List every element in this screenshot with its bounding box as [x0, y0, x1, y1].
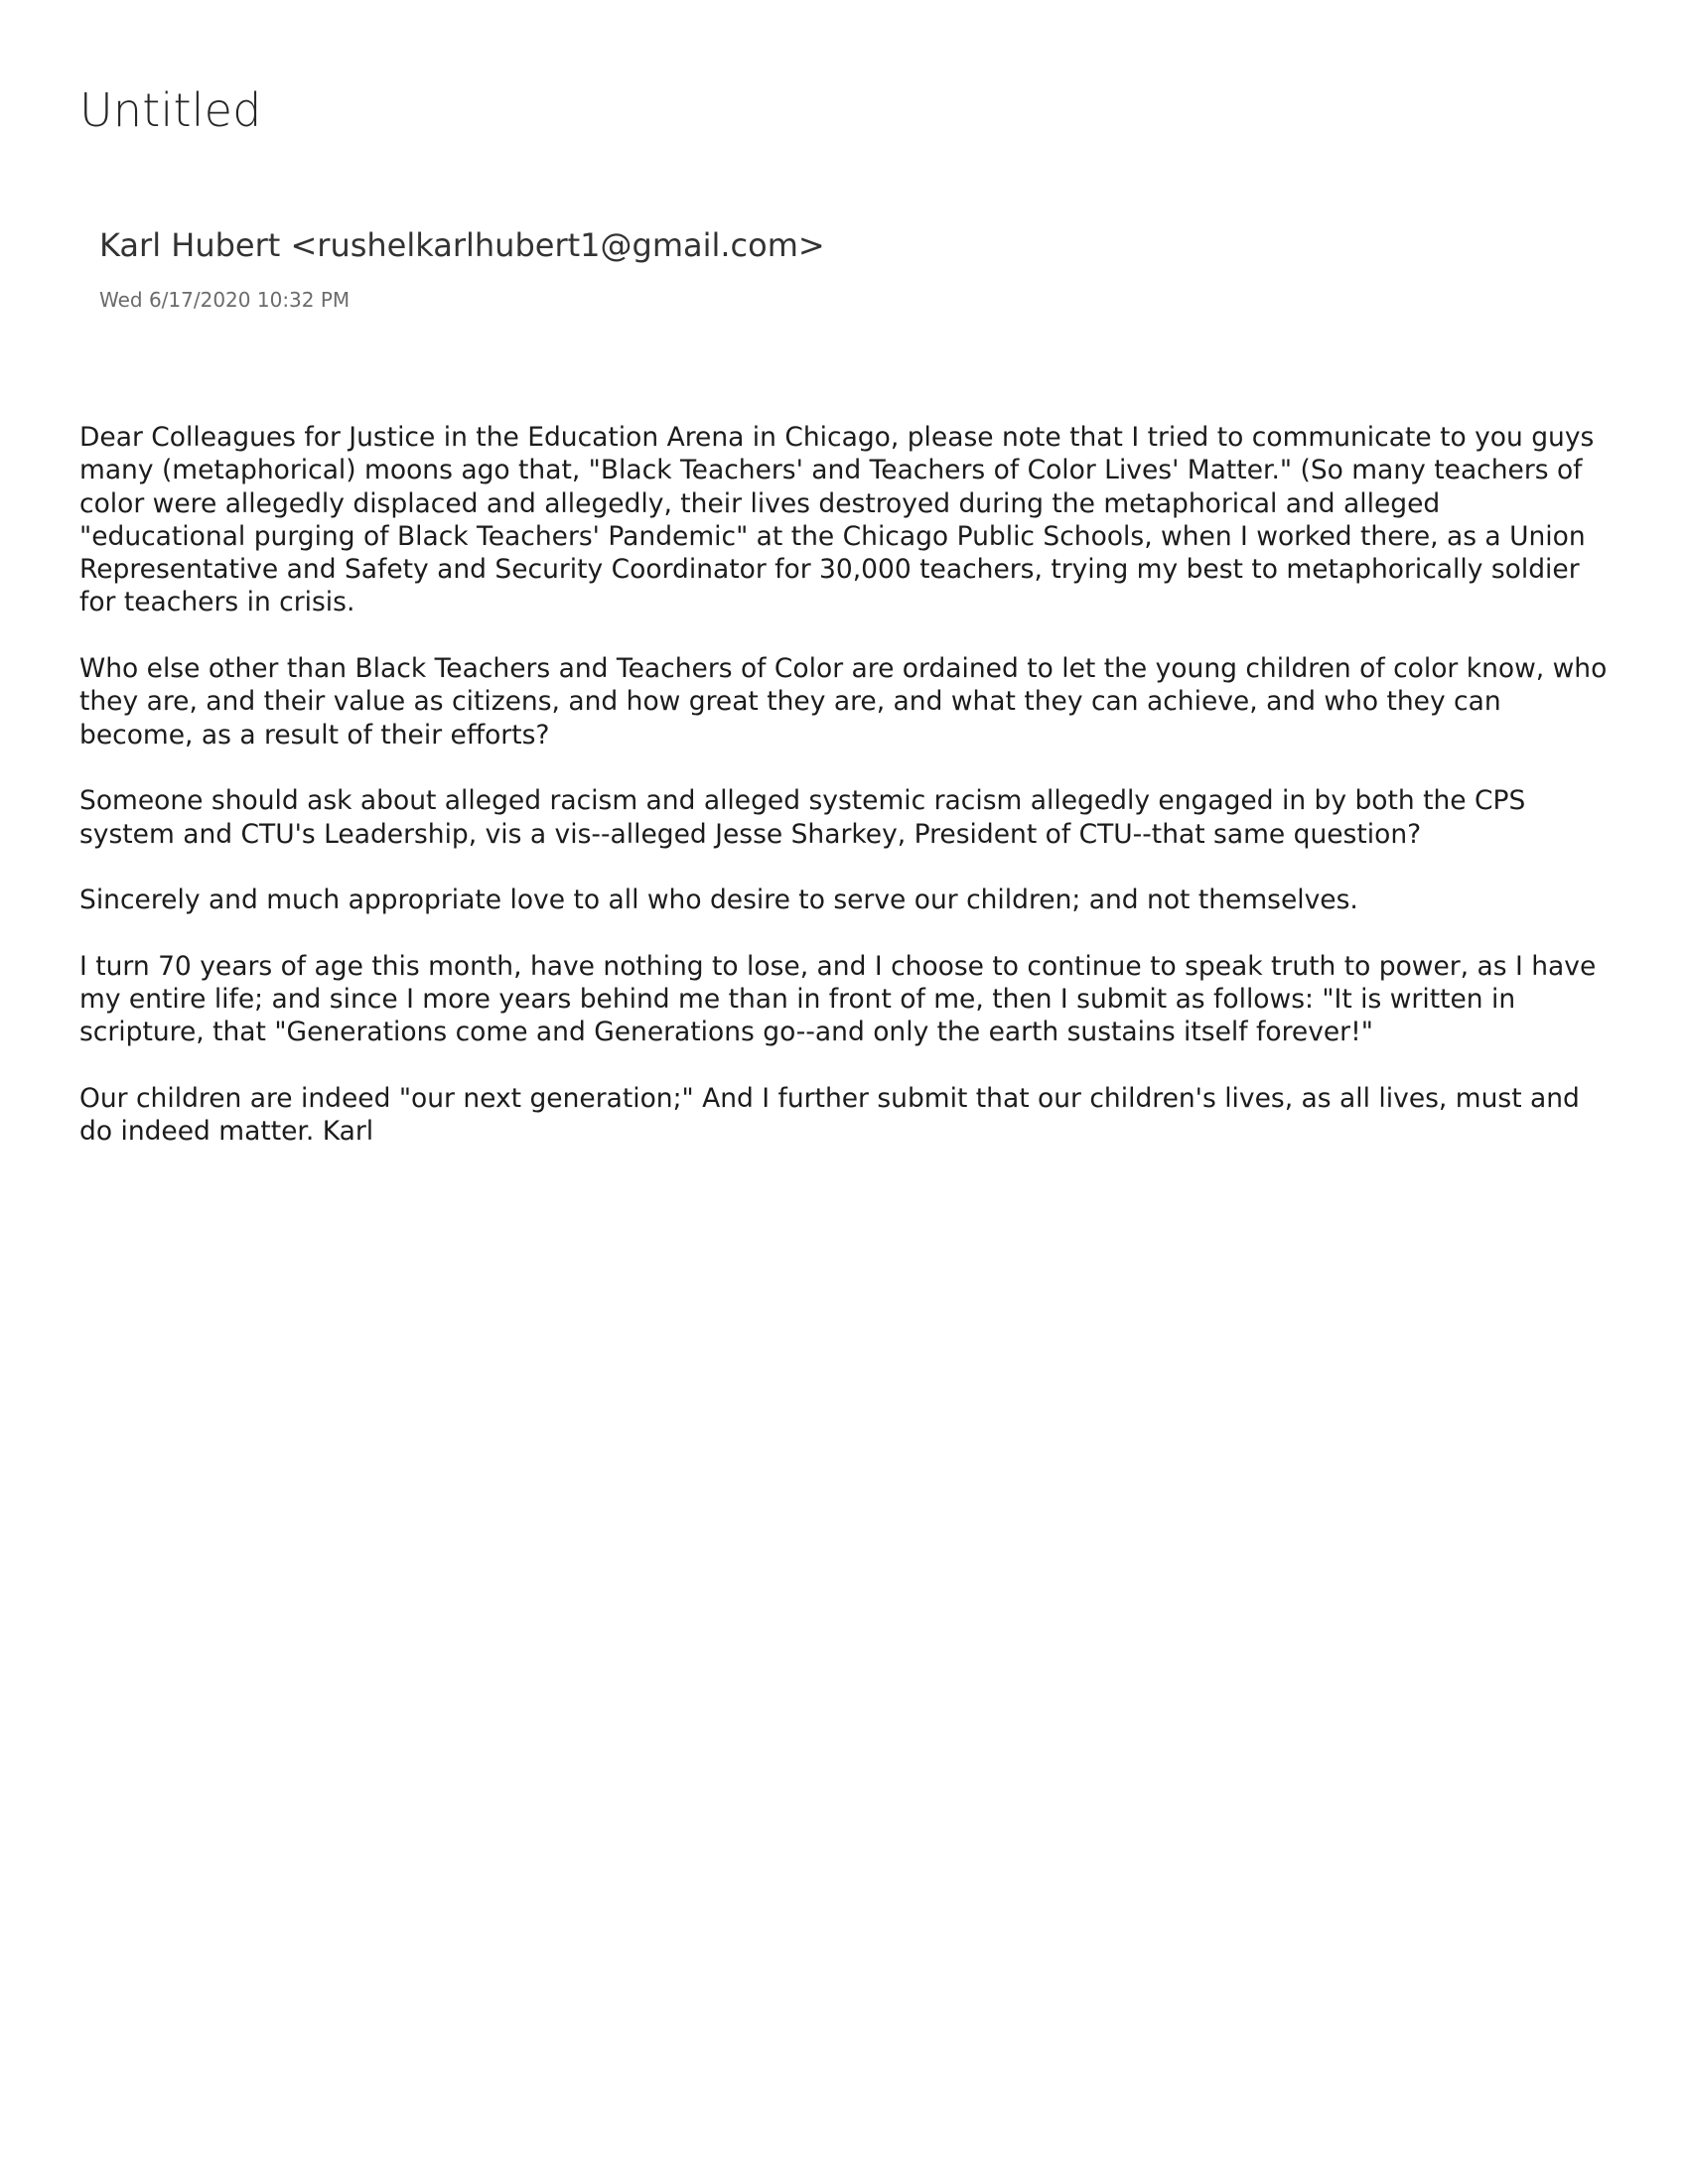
body-paragraph: Someone should ask about alleged racism and alleged systemic racism allegedly engaged in by both the CPS system and CTU's Leadership, vis a vis--alleged Jesse Sharkey, President of CTU--that same question? [79, 785, 1526, 850]
sender: Karl Hubert <rushelkarlhubert1@gmail.com> [99, 226, 825, 264]
email-header [99, 226, 825, 312]
body-paragraph: Our children are indeed "our next generation;" And I further submit that our children's lives, as all lives, must and do indeed matter. Karl [79, 1082, 1580, 1148]
email-subject: Untitled [79, 83, 262, 137]
body-paragraph: I turn 70 years of age this month, have nothing to lose, and I choose to continue to speak truth to power, as I have my entire life; and since I more years behind me than in front of me, then I submit as follows: "It is written in scripture, that "Generations come and Generations go--and only the earth sustains itself forever!" [79, 950, 1597, 1048]
body-paragraph: Who else other than Black Teachers and Teachers of Color are ordained to let the young children of color know, who they are, and their value as citizens, and how great they are, and what they can achieve, and who they can become, as a result of their efforts? [79, 653, 1608, 751]
email-body [79, 421, 1609, 1181]
body-paragraph: Sincerely and much appropriate love to all who desire to serve our children; and not themselves. [79, 885, 1358, 916]
body-paragraph: Dear Colleagues for Justice in the Education Arena in Chicago, please note that I tried to communicate to you guys many (metaphorical) moons ago that, "Black Teachers' and Teachers of Color Lives' Matter." (So many teachers of color were allegedly displaced and allegedly, their lives destroyed during the metaphorical and alleged "educational purging of Black Teachers' Pandemic" at the Chicago Public Schools, when I worked there, as a Union Representative and Safety and Security Coordinator for 30,000 teachers, trying my best to metaphorically soldier for teachers in crisis. [79, 422, 1595, 618]
sent-date: Wed 6/17/2020 10:32 PM [99, 288, 351, 312]
